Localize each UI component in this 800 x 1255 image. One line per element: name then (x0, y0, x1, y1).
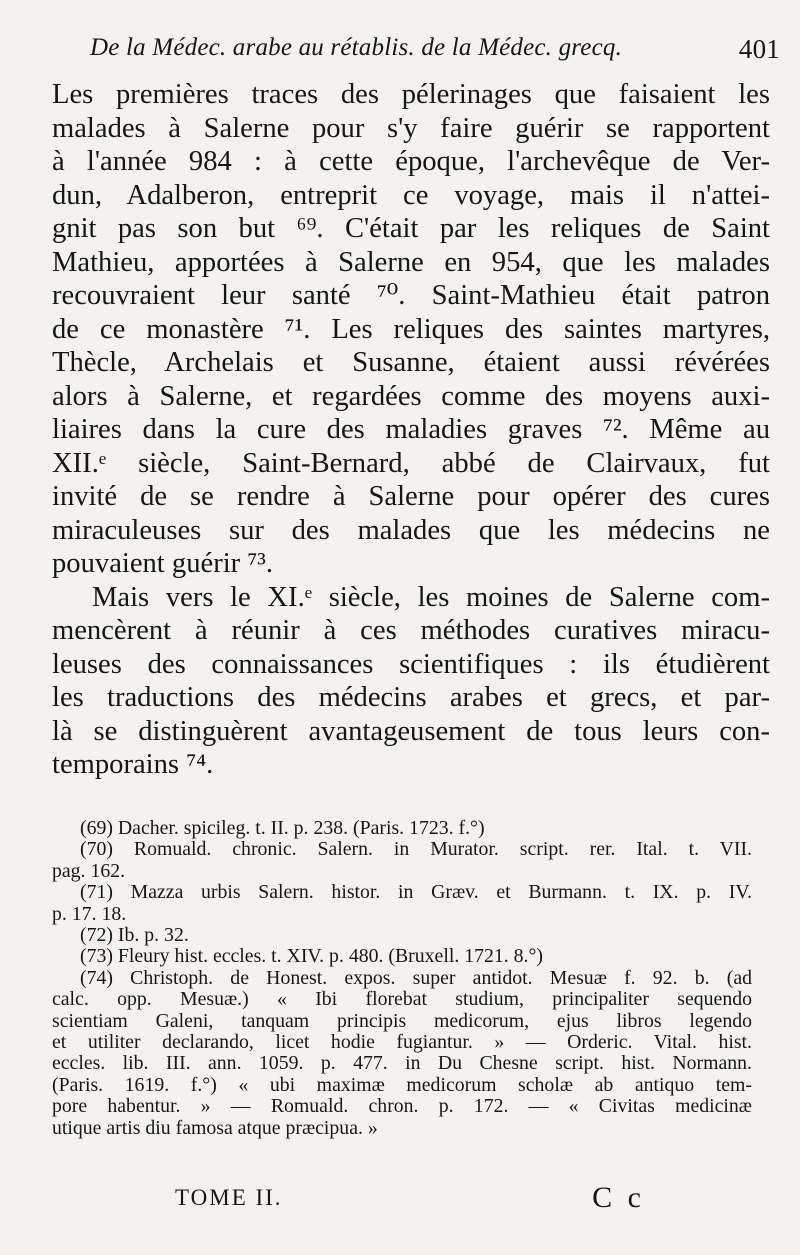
footnote-line: (Paris. 1619. f.°) « ubi maximæ medicorum scholæ ab antiquo tem- (52, 1073, 752, 1096)
footnote-line: utique artis diu famosa atque præcipua. » (52, 1116, 378, 1139)
body-line: temporains ⁷⁴. (52, 749, 214, 780)
body-line: Mathieu, apportées à Salerne en 954, que les malades (52, 246, 770, 278)
body-line: là se distinguèrent avantageusement de tous leurs con- (52, 715, 770, 747)
body-line: XII.ᵉ siècle, Saint-Bernard, abbé de Clairvaux, fut (52, 447, 770, 479)
body-line: Mais vers le XI.ᵉ siècle, les moines de Salerne com- (92, 581, 770, 613)
body-line: recouvraient leur santé ⁷⁰. Saint-Mathieu était patron (52, 280, 770, 311)
footnote-line: (74) Christoph. de Honest. expos. super antidot. Mesuæ f. 92. b. (ad (80, 966, 752, 989)
footnote-line: pag. 162. (52, 859, 126, 882)
footnote-line: (73) Fleury hist. eccles. t. XIV. p. 480. (Bruxell. 1721. 8.°) (80, 945, 543, 968)
footnote-line: (69) Dacher. spicileg. t. II. p. 238. (Paris. 1723. f.°) (80, 817, 485, 839)
footnote-line: scientiam Galeni, tanquam principis medicorum, ejus libros legendo (52, 1009, 752, 1032)
footnote-line: eccles. lib. III. ann. 1059. p. 477. in Du Chesne script. hist. Normann. (52, 1052, 752, 1075)
body-text (52, 78, 770, 782)
footnote-line: p. 17. 18. (52, 902, 127, 925)
footnote-line: pore habentur. » — Romuald. chron. p. 172. — « Civitas medicinæ (52, 1095, 752, 1118)
body-line: à l'année 984 : à cette époque, l'archevêque de Ver- (52, 146, 770, 177)
body-line: miraculeuses sur des malades que les médecins ne (52, 514, 770, 546)
body-line: leuses des connaissances scientifiques : ils étudièrent (52, 648, 770, 680)
body-line: alors à Salerne, et regardées comme des moyens auxi- (52, 380, 770, 412)
body-line: mencèrent à réunir à ces méthodes curatives miracu- (52, 615, 770, 646)
body-line: invité de se rendre à Salerne pour opérer des cures (52, 481, 770, 512)
body-line: de ce monastère ⁷¹. Les reliques des saintes martyres, (52, 313, 770, 345)
body-line: malades à Salerne pour s'y faire guérir se rapportent (52, 112, 770, 144)
body-line: Les premières traces des pélerinages que faisaient les (52, 79, 770, 110)
footnote-line: (72) Ib. p. 32. (80, 924, 189, 947)
footnote-line: (71) Mazza urbis Salern. histor. in Græv. et Burmann. t. IX. p. IV. (80, 881, 752, 904)
page-footer (175, 1181, 645, 1214)
body-line: liaires dans la cure des maladies graves ⁷². Même au (52, 414, 770, 445)
volume-label: TOME II. (175, 1185, 283, 1210)
page-number: 401 (738, 34, 780, 64)
footnote-line: calc. opp. Mesuæ.) « Ibi florebat studium, principaliter sequendo (52, 988, 752, 1011)
running-title: De la Médec. arabe au rétablis. de la Médec. grecq. (90, 34, 623, 61)
body-line: les traductions des médecins arabes et grecs, et par- (52, 682, 770, 713)
body-line: dun, Adalberon, entreprit ce voyage, mais il n'attei- (52, 179, 770, 211)
body-line: gnit pas son but ⁶⁹. C'était par les reliques de Saint (52, 213, 770, 244)
body-line: Thècle, Archelais et Susanne, étaient aussi révérées (52, 347, 770, 378)
signature-mark: C c (592, 1181, 645, 1214)
footnotes (52, 818, 752, 1139)
footnote-line: et utiliter declarando, licet hodie fugiantur. » — Orderic. Vital. hist. (52, 1031, 752, 1054)
footnote-line: (70) Romuald. chronic. Salern. in Murator. script. rer. Ital. t. VII. (80, 838, 752, 861)
running-head (90, 34, 780, 62)
body-line: pouvaient guérir ⁷³. (52, 548, 274, 579)
